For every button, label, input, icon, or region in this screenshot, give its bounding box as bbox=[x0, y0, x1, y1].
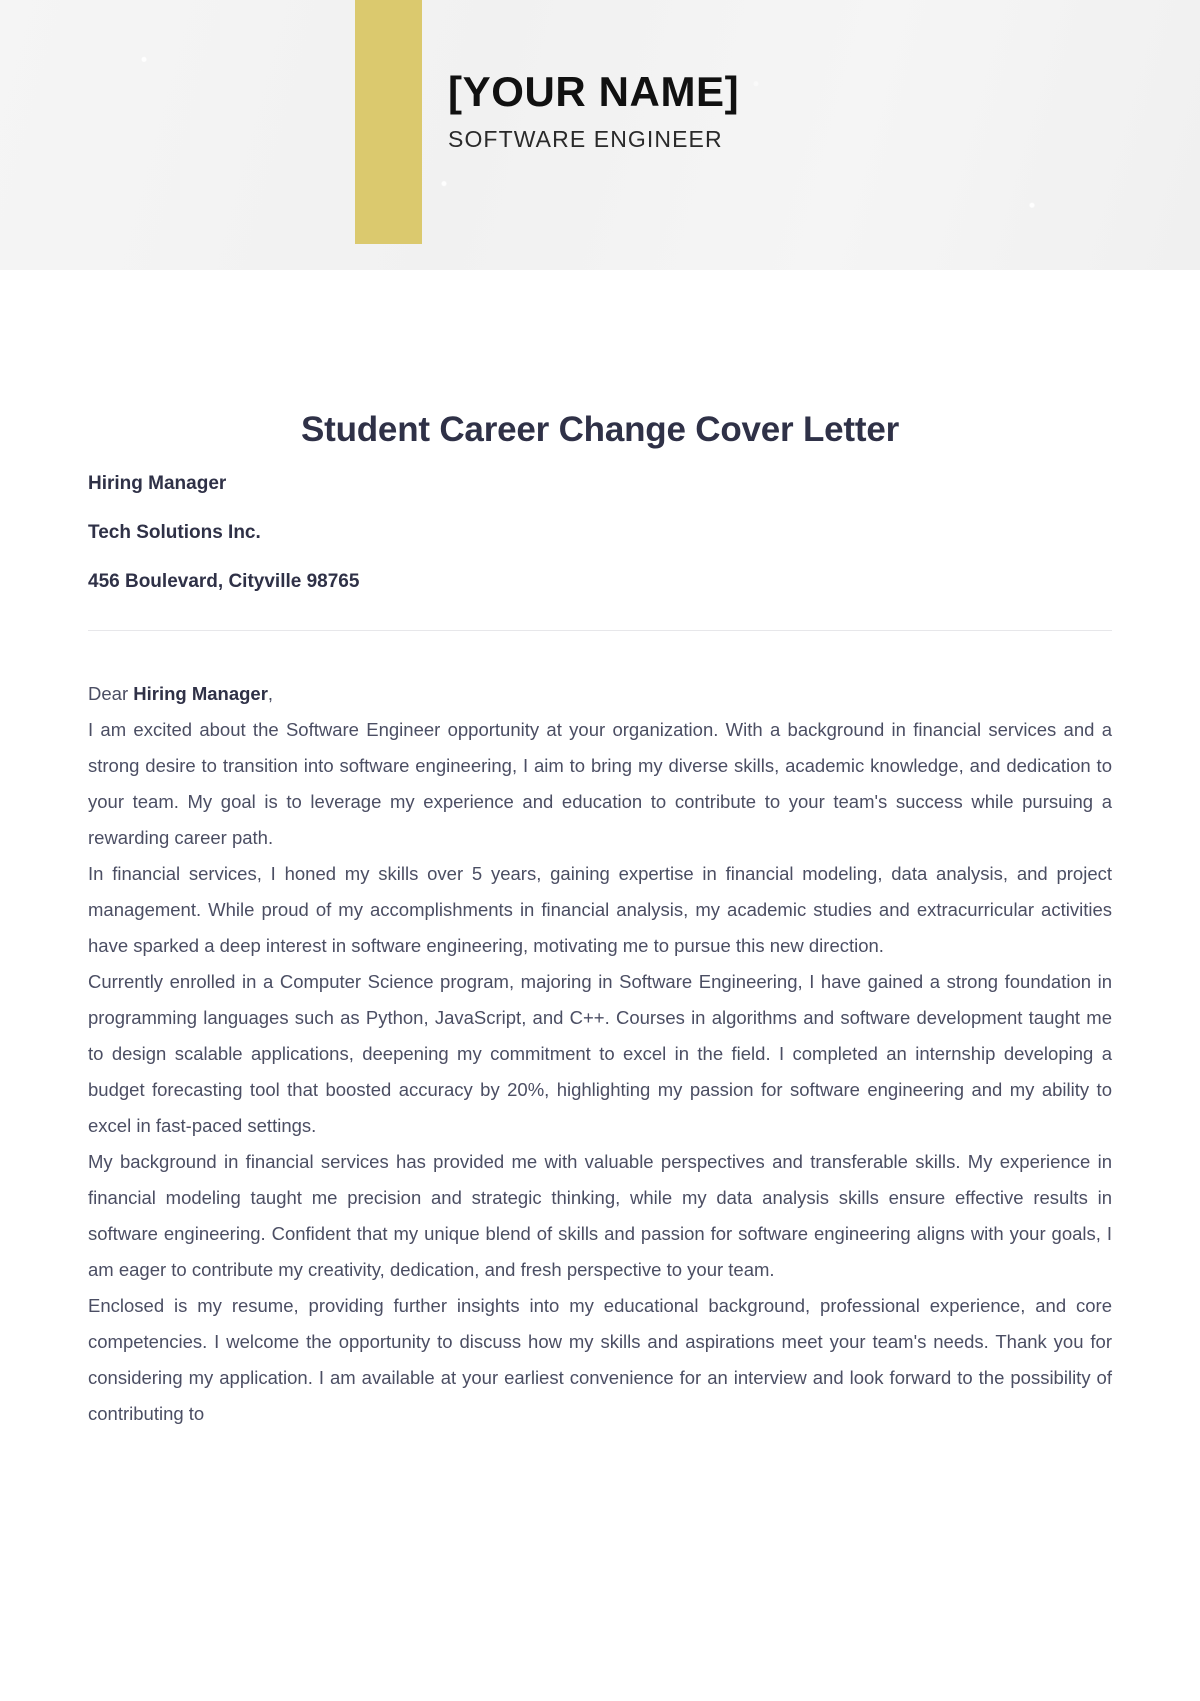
recipient-address: 456 Boulevard, Cityville 98765 bbox=[88, 570, 360, 592]
letterhead-band bbox=[0, 0, 1200, 270]
salutation-prefix: Dear bbox=[88, 683, 134, 705]
letterhead-text-block bbox=[448, 68, 739, 153]
salutation-suffix: , bbox=[267, 683, 274, 705]
paragraph: In financial services, I honed my skills over 5 years, gaining expertise in financial modeling, data analysis, and project management. While proud of my accomplishments in financial analysis, my academic studies and extracurricular activities have sparked a deep interest in software engineering, motivating me to pursue this new direction. bbox=[88, 863, 1112, 957]
section-divider bbox=[88, 630, 1112, 631]
paragraph: Enclosed is my resume, providing further insights into my educational background, professional experience, and core competencies. I welcome the opportunity to discuss how my skills and aspirations meet your team's needs. Thank you for considering my application. I am available at your earliest convenience for an interview and look forward to the possibility of contributing to bbox=[88, 1295, 1112, 1425]
letter-body bbox=[0, 409, 1200, 1432]
page-title: Student Career Change Cover Letter bbox=[300, 410, 900, 449]
paragraph: My background in financial services has provided me with valuable perspectives and transferable skills. My experience in financial modeling taught me precision and strategic thinking, while my data analysis skills ensure effective results in software engineering. Confident that my unique blend of skills and passion for software engineering aligns with your goals, I am eager to contribute my creativity, dedication, and fresh perspective to your team. bbox=[88, 1151, 1112, 1281]
letter-paragraphs bbox=[88, 676, 1112, 1432]
paragraph: I am excited about the Software Engineer opportunity at your organization. With a background in financial services and a strong desire to transition into software engineering, I aim to bring my diverse skills, academic knowledge, and dedication to your team. My goal is to leverage my experience and education to contribute to your team's success while pursuing a rewarding career path. bbox=[88, 719, 1112, 849]
recipient-company: Tech Solutions Inc. bbox=[88, 521, 261, 543]
paragraph: Currently enrolled in a Computer Science program, majoring in Software Engineering, I have gained a strong foundation in programming languages such as Python, JavaScript, and C++. Courses in algorithms and software development taught me to design scalable applications, deepening my commitment to excel in the field. I completed an internship developing a budget forecasting tool that boosted accuracy by 20%, highlighting my passion for software engineering and my ability to excel in fast-paced settings. bbox=[88, 971, 1112, 1137]
gold-accent-bar bbox=[355, 0, 422, 244]
salutation-name: Hiring Manager bbox=[133, 683, 268, 705]
salutation bbox=[88, 676, 1112, 712]
recipient-name: Hiring Manager bbox=[88, 473, 227, 494]
candidate-role: SOFTWARE ENGINEER bbox=[448, 126, 723, 153]
recipient-block bbox=[88, 473, 1112, 593]
candidate-name: [YOUR NAME] bbox=[448, 68, 740, 115]
